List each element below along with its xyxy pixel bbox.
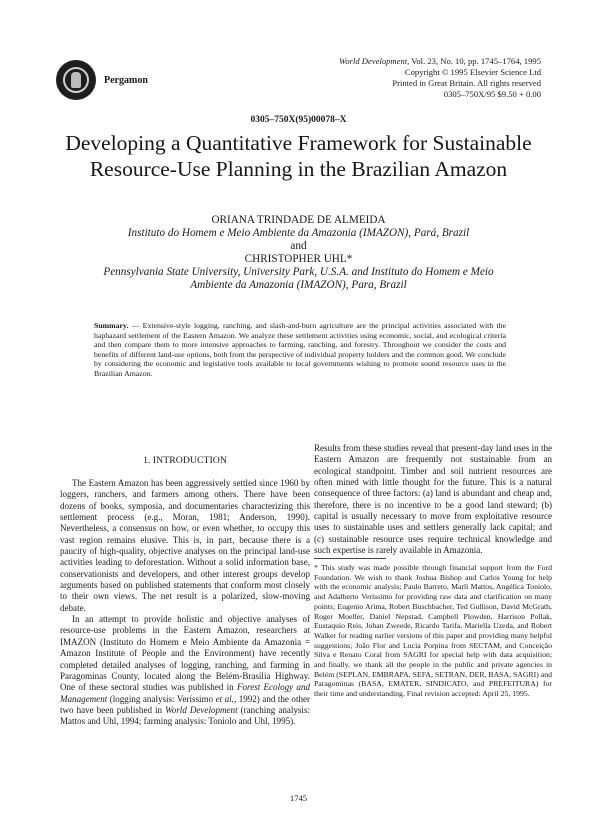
intro-p2-text-a: In an attempt to provide holistic and objective analyses of resource-use problems in the Eastern Amazon, researchers at IMAZON (Instituto do Homem e Meio Ambiente da Amazonia = Amazon Institute of People and the Environment) have recently completed detailed analyses of logging, ranching, and farming in Paragominas County, located along the Belém-Brasília Highway. One of these sectoral studies was published in: [60, 614, 310, 693]
title-line-2: Resource-Use Planning in the Brazilian Amazon: [89, 157, 508, 181]
printed-line: Printed in Great Britain. All rights reserved: [392, 78, 541, 88]
intro-p2-text-c: , 1992) and the other two have been published in: [60, 693, 311, 715]
article-title: [40, 130, 557, 182]
journal-citation-line: [339, 56, 541, 67]
affiliation-1: Instituto do Homem e Meio Ambiente da Amazonia (IMAZON), Pará, Brazil: [127, 227, 470, 239]
footnote-divider: [314, 558, 386, 559]
intro-p2-journal-2: World Development: [165, 704, 238, 715]
intro-paragraph-2: [60, 614, 310, 727]
intro-paragraph-1: The Eastern Amazon has been aggressively settled since 1960 by loggers, ranchers, and farmers among others. There have been dozens of books, symposia, and documentaries characterizing this settlement process (e.g., Moran, 1981; Anderson, 1990). Nevertheless, a consensus on how, or even whether, to occupy this vast region remains elusive. This is, in part, because there is a paucity of high-quality, objective analyses on the principal land-use activities leading to deforestation. Without a solid information base, conservationists and developers, and other interest groups develop arguments based on published statements that conform most closely to their own views. The net result is a polarized, slow-moving debate.: [60, 478, 310, 613]
journal-info: [339, 56, 541, 100]
intro-paragraph-3: Results from these studies reveal that present-day land uses in the Eastern Amazon are frequently not sustainable from an ecological standpoint. Timber and soil nutrient resources are often mined with little thought for the future. This is a natural consequence of three factors: (a) land is abundant and cheap and, therefore, there is no incentive to be a good land steward; (b) capital is usually necessary to move from exploitative resource uses to sustainable uses and settlers generally lack capital; and (c) sustainable resource uses require technical knowledge and such expertise is rarely available in Amazonia.: [314, 443, 552, 556]
copyright-line: Copyright © 1995 Elsevier Science Ltd: [404, 67, 541, 77]
section-heading-introduction: 1. INTRODUCTION: [143, 455, 227, 466]
pergamon-logo-icon: [56, 60, 96, 100]
intro-p2-text-d: (ranching analysis: Mattos and Uhl, 1994; farming analysis: Toniolo and Uhl, 1995).: [60, 704, 310, 727]
publisher-name: Pergamon: [104, 74, 148, 86]
affiliation-2-line-2: Ambiente da Amazonia (IMAZON), Para, Brazil: [190, 279, 407, 291]
intro-p2-journal-1: Forest Ecology and Management: [60, 682, 310, 704]
abstract-text: — Extensive-style logging, ranching, and slash-and-burn agriculture are the principal activities associated with the haphazard settlement of the Eastern Amazon. We analyze these settlement activities using economic, social, and ecological criteria and then compare them to more intensive approaches to farming, ranching, and forestry. Throughout we consider the costs and benefits of different land-use options, both from the perspective of individual property holders and the common good. We conclude by considering the economic and legislative tools available to local governments wishing to promote sound resource uses in the Brazilian Amazon.: [94, 321, 506, 378]
left-column: [60, 478, 310, 728]
right-column: [314, 443, 552, 556]
publisher-block: [56, 60, 148, 100]
intro-p2-text-b: (logging analysis: Veríssimo: [107, 693, 216, 704]
price-line: 0305–750X/95 $9.50 + 0.00: [443, 89, 541, 99]
journal-name: World Development: [338, 56, 408, 66]
authors-and: and: [290, 240, 307, 252]
authors-block: [20, 214, 577, 292]
author-2: CHRISTOPHER UHL*: [244, 253, 353, 265]
acknowledgement-footnote: * This study was made possible through financial support from the Ford Foundation. We wish to thank Joshua Bishop and Carlos Young for help with the economic analysis; Paulo Barreto, Marli Mattos, Angélica Toniolo, and Adalberto Veríssimo for providing raw data and clarification on many points; Eugenio Arima, Robert Buschbacher, Ted Gullison, David McGrath, Roger Moeller, Daniel Nepstad, Campbell Plowden, Harrison Pollak, Eustaquio Reis, Johan Zweede, Ricardo Tarifa, Mariella Uzeda, and Robert Walker for reading earlier versions of this paper and providing many helpful suggestions; João Flor and Lucia Porpina from SECTAM, and Conceição Silva e Renato Coral from SAGRI for special help with data acquisition; and finally, we thank all the people in the public and private agencies in Belém (SEPLAN, EMBRAPA, SEFA, SETRAN, DER, BASA, SAGRI) and Paragominas (BASA, EMATER, SINDICATO, and PREFEITURA) for their time and understanding. Final revision accepted: April 25, 1995.: [314, 563, 552, 699]
abstract-label: Summary.: [94, 321, 129, 330]
author-1: ORIANA TRINDADE DE ALMEIDA: [211, 214, 386, 226]
title-line-1: Developing a Quantitative Framework for Sustainable: [65, 131, 532, 155]
abstract: [94, 321, 506, 379]
article-doi: 0305–750X(95)00078–X: [250, 115, 347, 125]
affiliation-2-line-1: Pennsylvania State University, University Park, U.S.A. and Instituto do Homem e Meio: [103, 266, 494, 278]
intro-p2-etal: et al.: [215, 693, 234, 704]
page-number: 1745: [289, 793, 308, 803]
journal-citation: , Vol. 23, No. 10, pp. 1745–1764, 1995: [407, 56, 541, 66]
